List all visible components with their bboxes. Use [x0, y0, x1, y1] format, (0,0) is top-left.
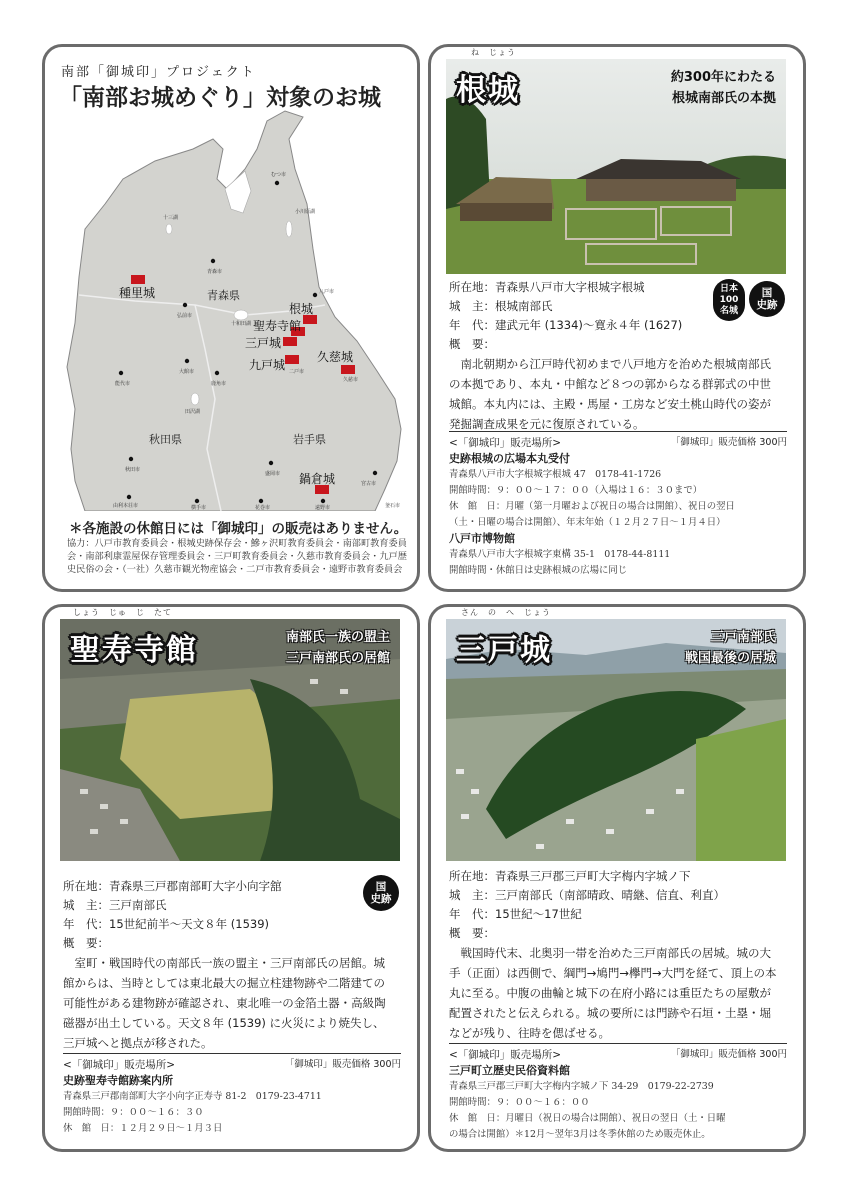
- shojuji-tagline: 南部氏一族の盟主 三戸南部氏の居館: [285, 630, 390, 666]
- sannohe-venue-1-hours: 開館時間：９：００〜１６：００: [449, 1097, 590, 1108]
- city-tono: 遠野市: [315, 505, 331, 511]
- sannohe-era: 年 代：15世紀〜17世紀: [449, 907, 582, 921]
- cooperation-credits: 協力：八戸市教育委員会・根城史跡保存会・鰺ヶ沢町教育委員会・南部町教育委員会・南部利康霊屋保存管理委員会・三戸町教育委員会・久慈市教育委員会・九戸歴史民俗の会・（一社）久慈市観光物産協会・二戸市教育委員会・遠野市教育委員会: [67, 538, 407, 575]
- nejo-venue-1-address: 青森県八戸市大字根城字根城 47 0178-41-1726: [449, 469, 662, 480]
- shojuji-venue-1-closed: 休 館 日：１２月２９日〜１月３日: [63, 1123, 223, 1134]
- city-noshiro: 能代市: [115, 381, 131, 387]
- shojuji-sales-label: <「御城印」販売場所>: [63, 1059, 176, 1071]
- city-morioka: 盛岡市: [265, 471, 281, 477]
- pref-label-aomori: 青森県: [207, 289, 240, 302]
- city-kuji: 久慈市: [343, 377, 359, 383]
- sannohe-overview-label: 概 要：: [449, 926, 495, 940]
- city-odate: 大館市: [179, 369, 195, 375]
- castle-tanesato-label: 種里城: [119, 286, 156, 300]
- sannohe-card: [428, 604, 806, 1152]
- nejo-venue-2: 八戸市博物館: [449, 532, 515, 545]
- castle-shojuji-label: 聖寿寺館: [253, 319, 302, 333]
- nejo-photo: [446, 59, 786, 274]
- map-card: [42, 44, 420, 592]
- nejo-overview-label: 概 要：: [449, 337, 495, 351]
- project-label: 南部「御城印」プロジェクト: [61, 65, 256, 80]
- sannohe-ruby: さん の へ じょう: [461, 608, 551, 617]
- sannohe-lord: 城 主：三戸南部氏（南部晴政、晴継、信直、利直）: [449, 888, 725, 902]
- castle-kunohe-label: 九戸城: [249, 358, 286, 372]
- nejo-venue-1-closed-2: （土・日曜の場合は開館）、年末年始（１２月２７日〜１月４日）: [449, 517, 726, 528]
- sannohe-info: [449, 867, 779, 1043]
- shojuji-venue-1-hours: 開館時間：９：００〜１６：３０: [63, 1107, 204, 1118]
- city-ninohe: 二戸市: [289, 369, 305, 375]
- city-hirosaki: 弘前市: [177, 313, 193, 319]
- nejo-venue-1-closed-1: 休 館 日：月曜（第一月曜および祝日の場合は開館）、祝日の翌日: [449, 501, 735, 512]
- nejo-venue-1: 史跡根城の広場本丸受付: [449, 452, 570, 465]
- sannohe-tagline: 三戸南部氏 戦国最後の居城: [684, 630, 776, 666]
- castle-nabekura-label: 鍋倉城: [299, 472, 336, 486]
- city-yokote: 横手市: [191, 505, 207, 511]
- city-mutsu: むつ市: [271, 172, 287, 178]
- map-lake-ogawara: [286, 221, 292, 237]
- shojuji-venue-1: 史跡聖寿寺館跡案内所: [63, 1074, 173, 1087]
- nejo-era: 年 代：建武元年 (1334)〜寛永４年 (1627): [449, 318, 683, 332]
- sannohe-name: 三戸城: [456, 633, 552, 668]
- sannohe-sales-label: <「御城印」販売場所>: [449, 1049, 562, 1061]
- shojuji-card: [42, 604, 420, 1152]
- tohoku-map: [45, 109, 417, 511]
- shojuji-overview: 室町・戦国時代の南部氏一族の盟主・三戸南部氏の居館。城館からは、当時としては東北最大の掘立柱建物跡や二階建ての可能性がある建物跡が確認され、東北唯一の金箔土器・高級陶磁器が出土している。天文８年 (1539) に火災により焼失し、三戸城へと拠点が移された。: [63, 956, 386, 1050]
- shojuji-name: 聖寿寺館: [70, 633, 198, 668]
- shojuji-ruby: しょう じゅ じ たて: [73, 608, 172, 617]
- lake-tazawa-label: 田沢湖: [185, 409, 201, 415]
- city-akita: 秋田市: [125, 467, 141, 473]
- nejo-sales-label: <「御城印」販売場所>: [449, 437, 562, 449]
- nejo-location: 所在地：青森県八戸市大字根城字根城: [449, 280, 645, 294]
- map-lake-tazawa: [191, 393, 199, 405]
- city-hachinohe: 八戸市: [319, 289, 335, 295]
- sannohe-venue-1: 三戸町立歴史民俗資料館: [449, 1064, 570, 1077]
- city-kazuno: 鹿角市: [211, 381, 227, 387]
- nihon-100-meijo-badge: 日本 100 名城: [713, 279, 745, 321]
- shojuji-lord: 城 主：三戸南部氏: [63, 898, 167, 912]
- lake-jusan-label: 十三湖: [163, 215, 179, 221]
- nejo-sales: [449, 431, 787, 579]
- pref-label-iwate: 岩手県: [293, 433, 326, 446]
- nejo-tagline: 約300年にわたる 根城南部氏の本拠: [670, 70, 776, 106]
- nejo-ruby: ね じょう: [471, 48, 516, 57]
- city-aomori: 青森市: [207, 269, 223, 275]
- map-land: [67, 111, 401, 511]
- city-hanamaki: 花巻市: [255, 505, 271, 511]
- city-kamaishi: 釜石市: [385, 503, 401, 509]
- sannohe-price: 「御城印」販売価格 300円: [670, 1049, 787, 1060]
- city-miyako: 宮古市: [361, 481, 377, 487]
- city-yurihonjo: 由利本荘市: [113, 503, 139, 509]
- nejo-info: [449, 278, 779, 434]
- sannohe-location: 所在地：青森県三戸郡三戸町大字梅内字城ノ下: [449, 869, 691, 883]
- nejo-overview: 南北朝期から江戸時代初めまで八戸地方を治めた根城南部氏の本拠であり、本丸・中館など８つの郭からなる群郭式の中世城館。本丸内には、主殿・馬屋・工房など安土桃山時代の姿が発掘調査成果を元に復原されている。: [449, 357, 771, 431]
- nejo-venue-2-hours: 開館時間・休館日は史跡根城の広場に同じ: [449, 565, 628, 576]
- lake-ogawara-label: 小川原湖: [295, 209, 316, 215]
- nejo-price: 「御城印」販売価格 300円: [670, 437, 787, 448]
- national-site-badge: 国 史跡: [749, 281, 785, 317]
- pref-label-akita: 秋田県: [149, 433, 182, 446]
- sannohe-sales: [449, 1043, 787, 1143]
- shojuji-sales: [63, 1053, 401, 1137]
- nejo-venue-2-address: 青森県八戸市大字根城字東構 35-1 0178-44-8111: [449, 549, 671, 560]
- castle-nejo-label: 根城: [289, 302, 314, 316]
- map-lake-towada: [234, 310, 248, 320]
- sannohe-venue-1-address: 青森県三戸郡三戸町大字梅内字城ノ下 34-29 0179-22-2739: [449, 1081, 714, 1092]
- lake-towada-label: 十和田湖: [231, 321, 252, 327]
- map-title: 「南部お城めぐり」対象のお城: [59, 85, 381, 111]
- sannohe-photo: [446, 619, 786, 861]
- nejo-lord: 城 主：根城南部氏: [449, 299, 553, 313]
- shojuji-overview-label: 概 要：: [63, 936, 109, 950]
- nejo-card: [428, 44, 806, 592]
- castle-sannohe-label: 三戸城: [245, 336, 282, 350]
- shojuji-info: [63, 877, 393, 1053]
- map-lake-jusan: [166, 224, 172, 234]
- sannohe-overview: 戦国時代末、北奥羽一帯を治めた三戸南部氏の居城。城の大手（正面）は西側で、綱門→鳩門→欅門→大門を経て、頂上の本丸に至る。中腹の曲輪と城下の在府小路には重臣たちの屋敷が配置されたと伝えられる。城の要所には門跡や石垣・土塁・堀などが残り、往時を偲ばせる。: [449, 946, 777, 1040]
- national-site-badge: 国 史跡: [363, 875, 399, 911]
- shojuji-era: 年 代：15世紀前半〜天文８年 (1539): [63, 917, 270, 931]
- shojuji-price: 「御城印」販売価格 300円: [284, 1059, 401, 1070]
- shojuji-venue-1-address: 青森県三戸郡南部町大字小向字正寿寺 81-2 0179-23-4711: [63, 1091, 322, 1102]
- closing-day-note: ＊各施設の休館日には「御城印」の販売はありません。: [69, 521, 408, 537]
- castle-kuji-label: 久慈城: [317, 350, 354, 364]
- shojuji-photo: [60, 619, 400, 861]
- nejo-venue-1-hours: 開館時間：９：００〜１７：００（入場は１６：３０まで）: [449, 485, 703, 496]
- sannohe-venue-1-closed-2: の場合は開館）＊12月〜翌年3月は冬季休館のため販売休止。: [449, 1129, 711, 1140]
- sannohe-venue-1-closed-1: 休 館 日：月曜日（祝日の場合は開館）、祝日の翌日（土・日曜: [449, 1113, 726, 1124]
- shojuji-location: 所在地：青森県三戸郡南部町大字小向字舘: [63, 879, 282, 893]
- nejo-name: 根城: [456, 73, 520, 108]
